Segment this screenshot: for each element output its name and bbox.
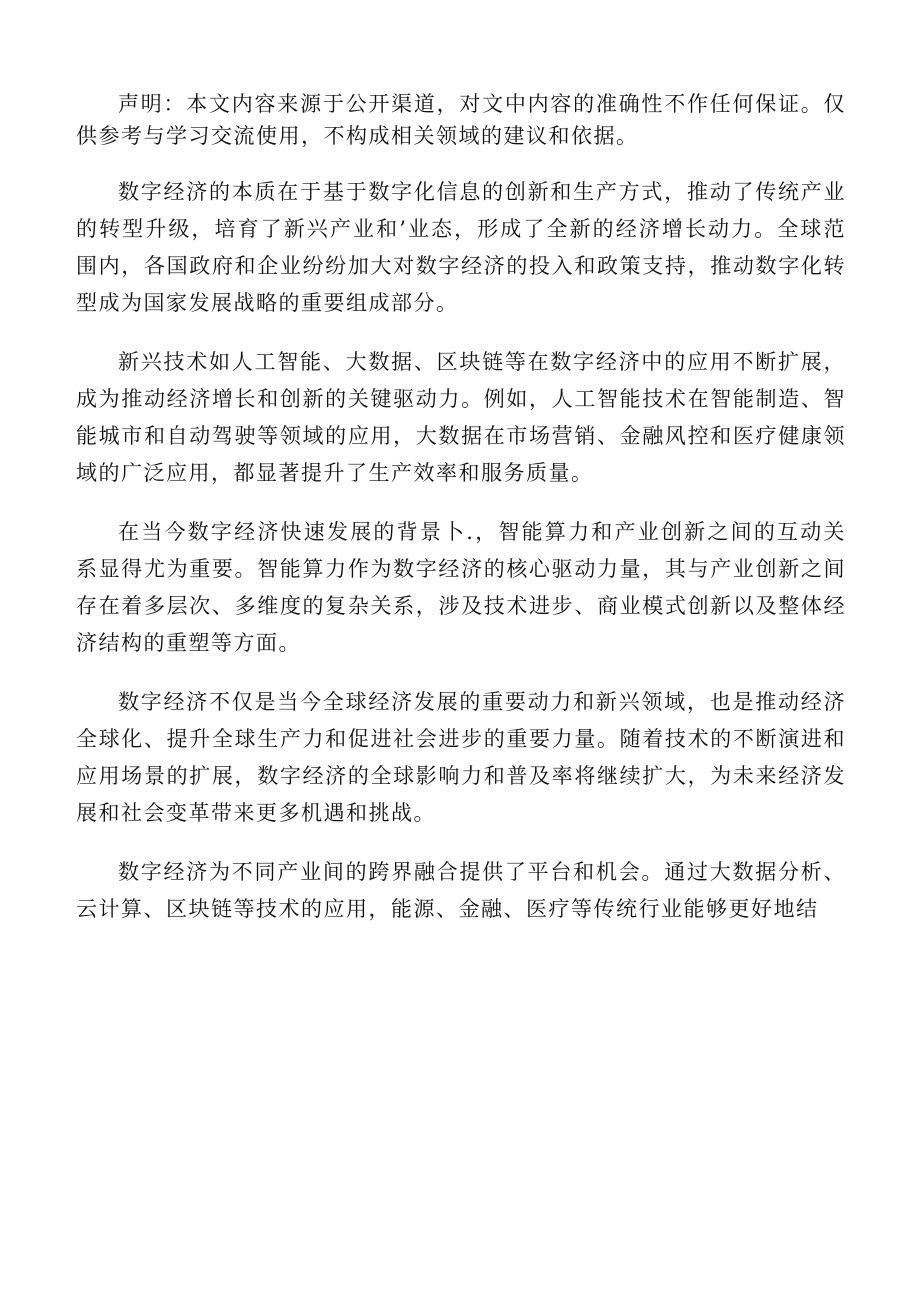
- body-paragraph: 数字经济不仅是当今全球经济发展的重要动力和新兴领域，也是推动经济全球化、提升全球生产力和促进社会进步的重要力量。随着技术的不断演进和应用场景的扩展，数字经济的全球影响力和普及率将继续扩大，为未来经济发展和社会变革带来更多机遇和挑战。: [76, 690, 846, 825]
- body-paragraph: 在当今数字经济快速发展的背景卜.，智能算力和产业创新之间的互动关系显得尤为重要。智能算力作为数字经济的核心驱动力量，其与产业创新之间存在着多层次、多维度的复杂关系，涉及技术进步、商业模式创新以及整体经济结构的重塑等方面。: [76, 520, 846, 655]
- body-paragraph: 数字经济的本质在于基于数字化信息的创新和生产方式，推动了传统产业的转型升级，培育了新兴产业和’业态，形成了全新的经济增长动力。全球范围内，各国政府和企业纷纷加大对数字经济的投入和政策支持，推动数字化转型成为国家发展战略的重要组成部分。: [76, 180, 846, 315]
- body-paragraph: 新兴技术如人工智能、大数据、区块链等在数字经济中的应用不断扩展，成为推动经济增长和创新的关键驱动力。例如，人工智能技术在智能制造、智能城市和自动驾驶等领域的应用，大数据在市场营销、金融风控和医疗健康领域的广泛应用，都显著提升了生产效率和服务质量。: [76, 350, 846, 485]
- disclaimer-paragraph: 声明：本文内容来源于公开渠道，对文中内容的准确性不作任何保证。仅供参考与学习交流使用，不构成相关领域的建议和依据。: [76, 92, 846, 148]
- document-body: [76, 88, 846, 928]
- body-paragraph: 数字经济为不同产业间的跨界融合提供了平台和机会。通过大数据分析、云计算、区块链等技术的应用，能源、金融、医疗等传统行业能够更好地结: [76, 860, 846, 921]
